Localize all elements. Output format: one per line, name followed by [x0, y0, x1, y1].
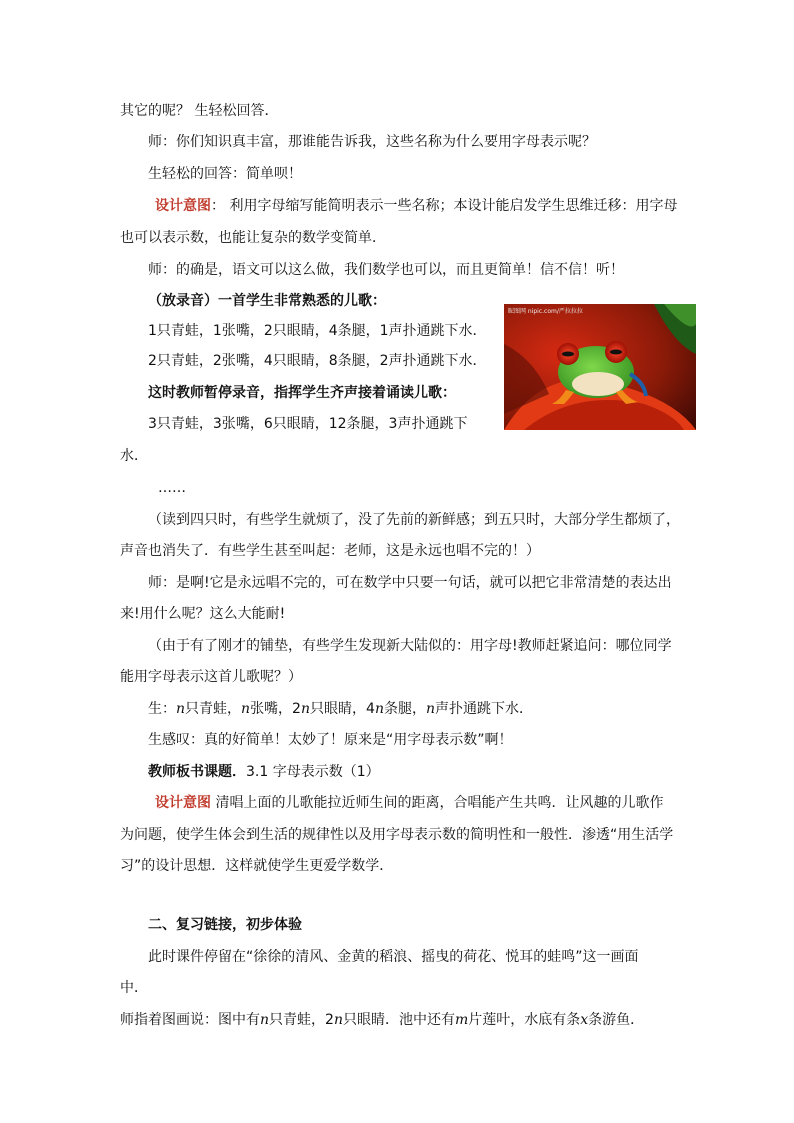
- teacher-line: [120, 1010, 644, 1030]
- text-span: ： 利用字母缩写能简明表示一些名称；本设计能启发学生思维迁移：用字母: [211, 198, 678, 214]
- text-line: 3只青蛙，3张嘴，6只眼睛，12条腿，3声扑通跳下: [148, 416, 468, 432]
- variable-n: n: [333, 1012, 343, 1028]
- variable-n: n: [176, 701, 186, 717]
- text-span: 3.1 字母表示数（1）: [246, 764, 380, 780]
- frog-photo: [504, 304, 696, 430]
- text-line: 水．: [120, 448, 148, 464]
- variable-n: n: [260, 1012, 270, 1028]
- variable-n: n: [300, 701, 311, 717]
- design-intent-label: 设计意图: [155, 795, 211, 811]
- text-line: 也可以表示数，也能让复杂的数学变简单．: [120, 230, 386, 246]
- lesson-title-line: [148, 762, 380, 782]
- text-line: 其它的呢？ 生轻松回答．: [120, 103, 279, 119]
- text-line: 此时课件停留在“徐徐的清风、金黄的稻浪、摇曳的荷花、悦耳的蛙鸣”这一画面: [148, 949, 639, 965]
- text-span: 条腿，: [383, 701, 426, 717]
- text-span: 教师板书课题．: [148, 764, 246, 780]
- student-answer-line: [148, 699, 533, 719]
- text-span: 只眼睛，4: [310, 701, 375, 717]
- text-line: 中．: [120, 980, 148, 996]
- variable-x: x: [580, 1012, 589, 1028]
- text-line: （读到四只时，有些学生就烦了，没了先前的新鲜感；到五只时，大部分学生都烦了，: [148, 512, 680, 528]
- variable-n: n: [374, 701, 384, 717]
- text-line: 生轻松的回答：简单呗！: [148, 166, 302, 182]
- text-span: 生：: [148, 701, 176, 717]
- text-line: 1只青蛙，1张嘴，2只眼睛，4条腿，1声扑通跳下水．: [148, 323, 487, 339]
- text-line: 能用字母表示这首儿歌呢？）: [120, 669, 302, 685]
- design-intent-paragraph: [155, 793, 663, 813]
- text-span: 清唱上面的儿歌能拉近师生间的距离，合唱能产生共鸣．让风趣的儿歌作: [211, 795, 664, 811]
- text-line: 为问题，使学生体会到生活的规律性以及用字母表示数的简明性和一般性．渗透“用生活学: [120, 827, 674, 843]
- text-span: 只眼睛．池中还有: [342, 1012, 455, 1028]
- text-line: 师：是啊!它是永远唱不完的，可在数学中只要一句话，就可以把它非常清楚的表达出: [148, 575, 672, 591]
- text-line: （由于有了刚才的铺垫，有些学生发现新大陆似的：用字母!教师赶紧追问：哪位同学: [148, 638, 672, 654]
- text-span: 声扑通跳下水．: [435, 701, 533, 717]
- ellipsis: ……: [158, 480, 186, 496]
- text-span: 只青蛙，2: [269, 1012, 334, 1028]
- variable-n: n: [425, 701, 435, 717]
- text-span: 师指着图画说：图中有: [120, 1012, 260, 1028]
- text-span: 只青蛙，: [185, 701, 242, 717]
- text-span: 张嘴，2: [250, 701, 301, 717]
- text-line: 声音也消失了．有些学生甚至叫起：老师，这是永远也唱不完的！）: [120, 543, 540, 559]
- variable-n: n: [241, 701, 251, 717]
- text-span: 片莲叶，水底有条: [468, 1012, 581, 1028]
- text-line: 师：的确是，语文可以这么做，我们数学也可以，而且更简单！信不信！听！: [148, 262, 624, 278]
- text-line: （放录音）一首学生非常熟悉的儿歌：: [148, 293, 386, 309]
- design-intent-paragraph: [155, 196, 677, 216]
- text-line: 生感叹：真的好简单！太妙了！原来是“用字母表示数”啊！: [148, 732, 513, 748]
- image-watermark: 昵图网 nipic.com/严拉拉拉: [508, 308, 583, 315]
- text-line: 师：你们知识真丰富，那谁能告诉我，这些名称为什么要用字母表示呢？: [148, 134, 596, 150]
- text-line: 这时教师暂停录音，指挥学生齐声接着诵读儿歌：: [148, 385, 456, 401]
- design-intent-label: 设计意图: [155, 198, 211, 214]
- text-line: 2只青蛙，2张嘴，4只眼睛，8条腿，2声扑通跳下水．: [148, 353, 487, 369]
- variable-m: m: [454, 1012, 469, 1028]
- section-title: 二、复习链接，初步体验: [148, 917, 302, 933]
- text-span: 条游鱼．: [588, 1012, 645, 1028]
- text-line: 习”的设计思想．这样就使学生更爱学数学．: [120, 858, 394, 874]
- text-line: 来!用什么呢？这么大能耐!: [120, 606, 286, 622]
